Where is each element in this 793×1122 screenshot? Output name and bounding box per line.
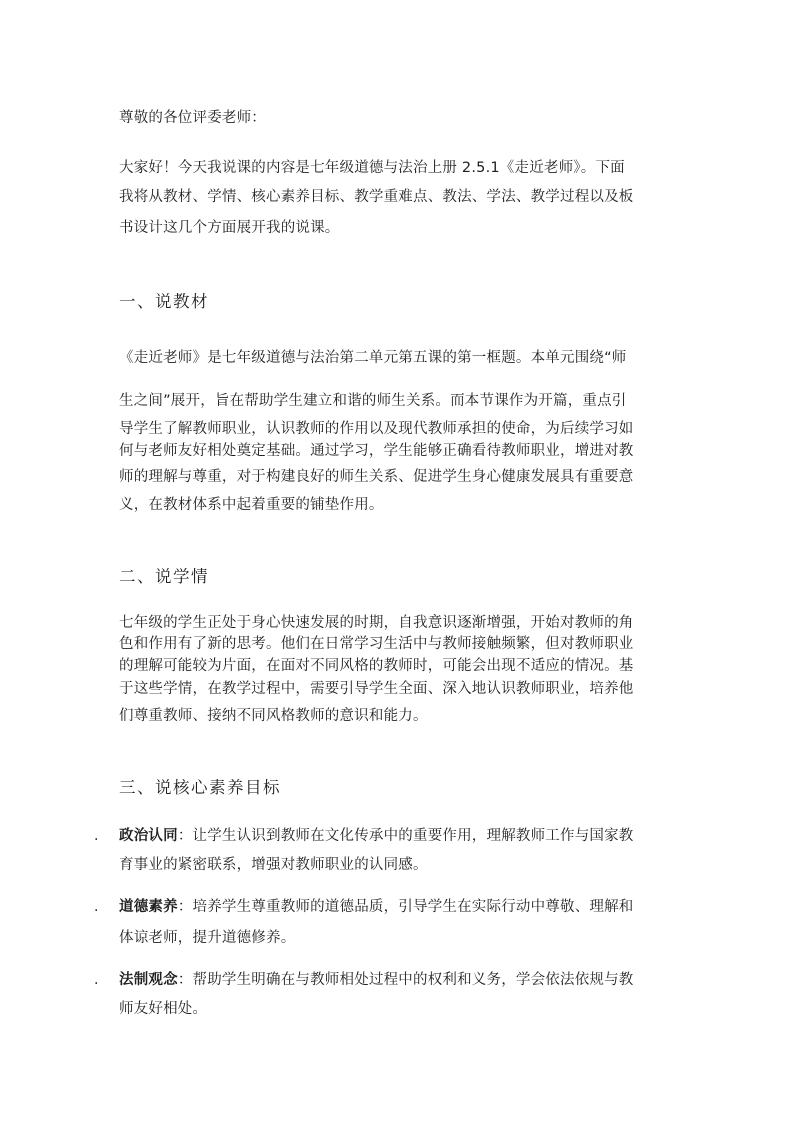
goal-item-moral-line-2: 体谅老师，提升道德修养。 [119, 930, 296, 946]
textbook-line-6: 义，在教材体系中起着重要的铺垫作用。 [119, 497, 384, 513]
section-heading-textbook: 一、说教材 [119, 292, 209, 311]
goal-item-legal [119, 970, 634, 990]
section-heading-students: 二、说学情 [119, 567, 209, 586]
goal-item-legal-line-2: 师友好相处。 [119, 1001, 208, 1017]
goal-text: ：培养学生尊重教师的道德品质，引导学生在实际行动中尊敬、理解和 [177, 899, 634, 915]
goal-item-political [119, 826, 634, 846]
goal-term: 政治认同 [119, 828, 178, 844]
goal-text: ：帮助学生明确在与教师相处过程中的权利和义务，学会依法依规与教 [177, 972, 634, 988]
intro-line-2: 我将从教材、学情、核心素养目标、教学重难点、教法、学法、教学过程以及板 [119, 189, 634, 205]
greeting: 尊敬的各位评委老师： [119, 110, 266, 126]
bullet-marker: . [94, 899, 99, 915]
goal-term: 道德素养 [119, 899, 178, 915]
intro-line-3: 书设计这几个方面展开我的说课。 [119, 220, 340, 236]
students-line-5: 们尊重教师、接纳不同风格教师的意识和能力。 [119, 708, 428, 724]
goal-item-moral [119, 897, 634, 917]
textbook-line-2: 生之间”展开，旨在帮助学生建立和谐的师生关系。而本节课作为开篇，重点引 [119, 393, 627, 409]
intro-line-1: 大家好！今天我说课的内容是七年级道德与法治上册 2.5.1《走近老师》。下面 [119, 160, 625, 176]
students-line-1: 七年级的学生正处于身心快速发展的时期，自我意识逐渐增强，开始对教师的角 [119, 615, 634, 631]
bullet-marker: . [94, 828, 99, 844]
students-line-3: 的理解可能较为片面，在面对不同风格的教师时，可能会出现不适应的情况。基 [119, 658, 634, 674]
goal-item-political-line-2: 育事业的紧密联系，增强对教师职业的认同感。 [119, 857, 428, 873]
students-line-2: 色和作用有了新的思考。他们在日常学习生活中与教师接触频繁，但对教师职业 [119, 636, 634, 652]
textbook-line-5: 师的理解与尊重，对于构建良好的师生关系、促进学生身心健康发展具有重要意 [119, 469, 634, 485]
bullet-marker: . [94, 972, 99, 988]
students-line-4: 于这些学情，在教学过程中，需要引导学生全面、深入地认识教师职业，培养他 [119, 681, 634, 697]
textbook-line-1: 《走近老师》是七年级道德与法治第二单元第五课的第一框题。本单元围绕“师 [119, 350, 627, 366]
textbook-line-3: 导学生了解教师职业，认识教师的作用以及现代教师承担的使命，为后续学习如 [119, 421, 634, 437]
goal-term: 法制观念 [119, 972, 178, 988]
textbook-line-4: 何与老师友好相处奠定基础。通过学习，学生能够正确看待教师职业，增进对教 [119, 443, 634, 459]
section-heading-goals: 三、说核心素养目标 [119, 778, 281, 797]
goal-text: ：让学生认识到教师在文化传承中的重要作用，理解教师工作与国家教 [177, 828, 634, 844]
